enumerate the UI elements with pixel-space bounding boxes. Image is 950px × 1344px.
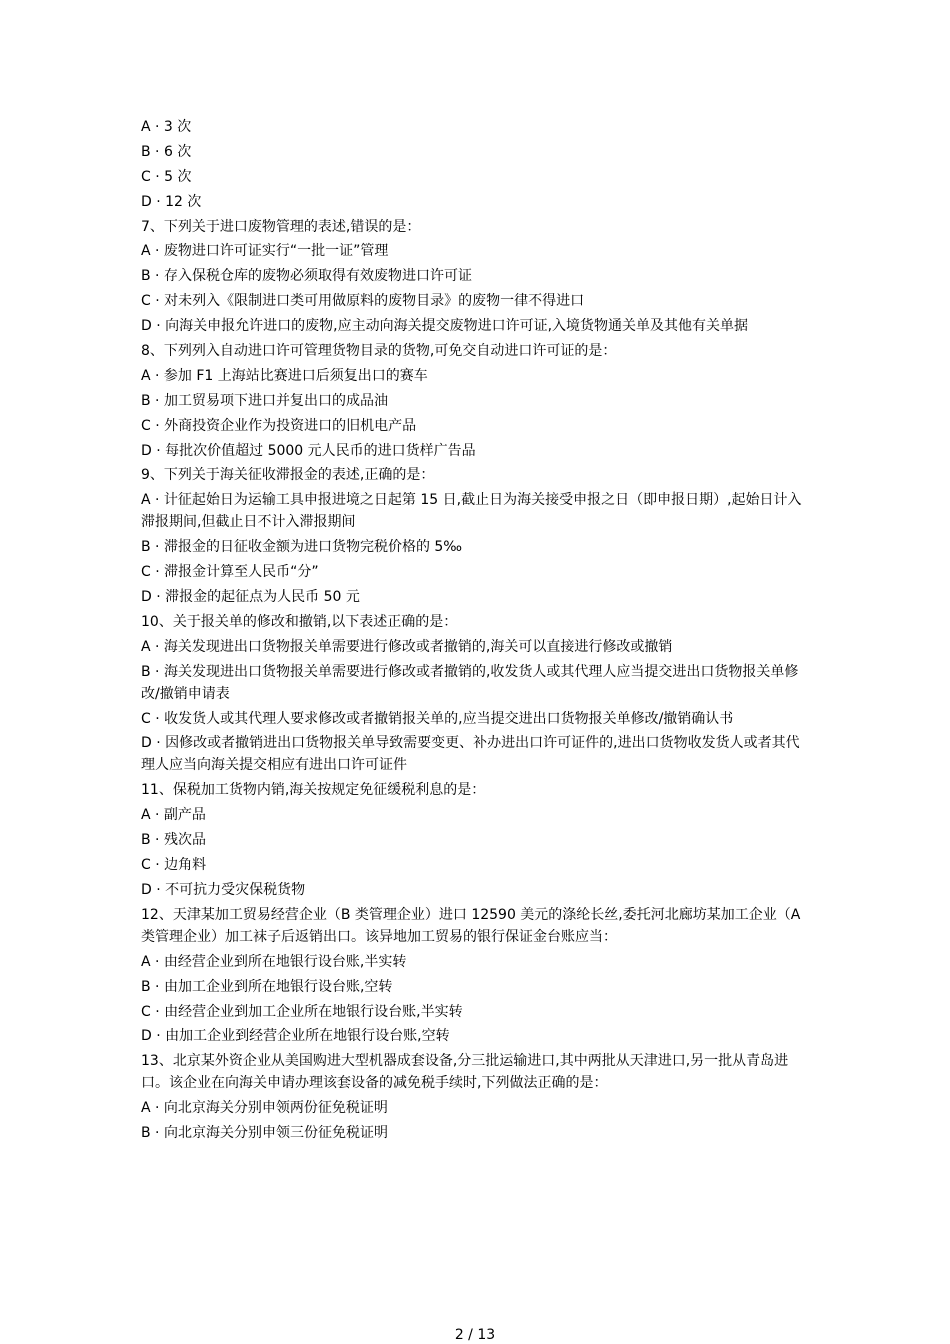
option-text: C · 5 次 [141, 168, 192, 185]
option-text: B · 残次品 [141, 832, 206, 849]
option-text: C · 由经营企业到加工企业所在地银行设台账,半实转 [141, 1003, 463, 1020]
option-text: D · 每批次价值超过 5000 元人民币的进口货样广告品 [141, 442, 476, 459]
option-text: C · 边角料 [141, 857, 207, 874]
question-text: 9、下列关于海关征收滞报金的表述,正确的是： [141, 467, 435, 484]
option-text: A · 向北京海关分别申领两份征免税证明 [141, 1100, 388, 1117]
option-text: B · 滞报金的日征收金额为进口货物完税价格的 5‰ [141, 539, 463, 556]
option-text: A · 3 次 [141, 119, 192, 135]
option-text: A · 由经营企业到所在地银行设台账,半实转 [141, 953, 407, 970]
document-body [141, 116, 806, 1147]
option-text: A · 废物进口许可证实行“一批一证”管理 [141, 243, 389, 260]
option-text: C · 收发货人或其代理人要求修改或者撤销报关单的,应当提交进出口货物报关单修改/撤销确认书 [141, 710, 734, 727]
question-text: 10、关于报关单的修改和撤销,以下表述正确的是： [141, 613, 458, 630]
option-text: B · 加工贸易项下进口并复出口的成品油 [141, 392, 388, 409]
option-text: C · 滞报金计算至人民币“分” [141, 564, 319, 581]
option-text: D · 不可抗力受灾保税货物 [141, 881, 306, 898]
option-text: B · 存入保税仓库的废物必须取得有效废物进口许可证 [141, 268, 472, 285]
option-text: D · 向海关申报允许进口的废物,应主动向海关提交废物进口许可证,入境货物通关单及其他有关单据 [141, 318, 749, 335]
option-text: B · 6 次 [141, 143, 192, 160]
option-text: C · 对未列入《限制进口类可用做原料的废物目录》的废物一律不得进口 [141, 293, 585, 310]
option-text: B · 由加工企业到所在地银行设台账,空转 [141, 978, 393, 995]
question-text: 12、天津某加工贸易经营企业（B 类管理企业）进口 12590 美元的涤纶长丝,委托河北廊坊某加工企业（A 类管理企业）加工袜子后返销出口。该异地加工贸易的银行保证金台账应当： [141, 906, 801, 945]
option-text: B · 海关发现进出口货物报关单需要进行修改或者撤销的,收发货人或其代理人应当提交进出口货物报关单修改/撤销申请表 [141, 663, 799, 702]
question-text: 11、保税加工货物内销,海关按规定免征缓税利息的是： [141, 782, 486, 799]
option-text: D · 因修改或者撤销进出口货物报关单导致需要变更、补办进出口许可证件的,进出口货物收发货人或者其代理人应当向海关提交相应有进出口许可证件 [141, 735, 800, 774]
option-text: A · 参加 F1 上海站比赛进口后须复出口的赛车 [141, 367, 428, 384]
question-text: 13、北京某外资企业从美国购进大型机器成套设备,分三批运输进口,其中两批从天津进口,另一批从青岛进口。该企业在向海关申请办理该套设备的减免税手续时,下列做法正确的是： [141, 1053, 789, 1092]
option-text: C · 外商投资企业作为投资进口的旧机电产品 [141, 417, 417, 434]
option-text: A · 副产品 [141, 807, 206, 824]
question-text: 7、下列关于进口废物管理的表述,错误的是： [141, 218, 421, 235]
option-text: A · 计征起始日为运输工具申报进境之日起第 15 日,截止日为海关接受申报之日（即申报日期）,起始日计入滞报期间,但截止日不计入滞报期间 [141, 492, 802, 531]
question-text: 8、下列列入自动进口许可管理货物目录的货物,可免交自动进口许可证的是： [141, 343, 617, 360]
option-text: B · 向北京海关分别申领三份征免税证明 [141, 1125, 388, 1142]
option-text: D · 由加工企业到经营企业所在地银行设台账,空转 [141, 1028, 450, 1045]
option-text: A · 海关发现进出口货物报关单需要进行修改或者撤销的,海关可以直接进行修改或撤销 [141, 638, 673, 655]
option-text: D · 滞报金的起征点为人民币 50 元 [141, 589, 360, 606]
option-text: D · 12 次 [141, 193, 202, 210]
page-number: 2 / 13 [454, 1327, 496, 1343]
